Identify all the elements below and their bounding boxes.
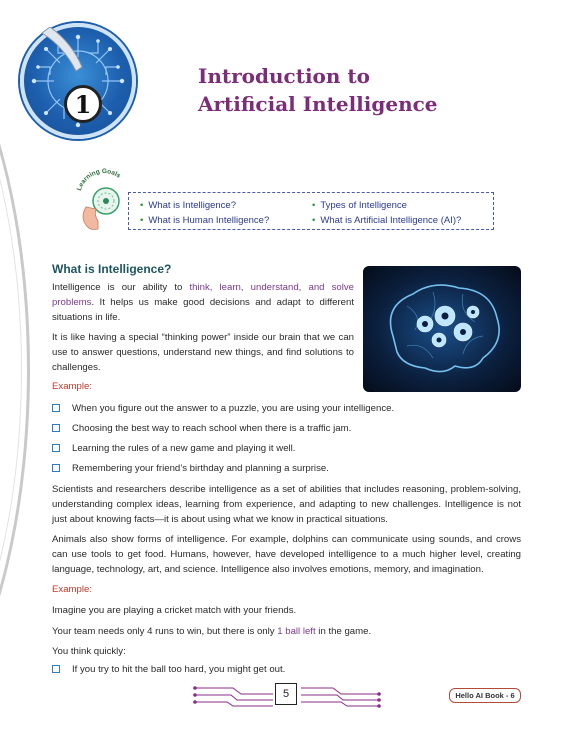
chapter-badge <box>20 23 136 139</box>
learning-goals-label: Learning Goals <box>76 167 122 192</box>
list-item-text: Learning the rules of a new game and playing it well. <box>72 443 296 454</box>
list-item <box>52 443 295 454</box>
paragraph-6-text-end: in the game. <box>315 626 372 637</box>
page-number: 5 <box>275 683 297 705</box>
svg-text:Learning Goals <box>76 168 122 192</box>
page-edge-curve-inner <box>0 0 22 737</box>
example-label: Example: <box>52 584 92 595</box>
paragraph-1 <box>52 280 354 325</box>
learning-goal-item: • What is Human Intelligence? <box>140 213 269 228</box>
example-label: Example: <box>52 381 92 392</box>
chapter-number: 1 <box>64 85 102 123</box>
list-item-text: Remembering your friend’s birthday and planning a surprise. <box>72 463 329 474</box>
list-item-text: Choosing the best way to reach school when there is a traffic jam. <box>72 423 352 434</box>
checkbox-bullet-icon <box>52 665 60 673</box>
brain-gears-image <box>363 266 521 392</box>
section-heading: What is Intelligence? <box>52 262 172 276</box>
checkbox-bullet-icon <box>52 464 60 472</box>
highlight-text: think, learn, understand, and solve problems <box>52 282 355 308</box>
learning-goals-col1 <box>140 198 269 228</box>
list-item-text: When you figure out the answer to a puzzle, you are using your intelligence. <box>72 403 395 414</box>
learning-goal-item: • What is Intelligence? <box>140 198 269 213</box>
paragraph-7: You think quickly: <box>52 646 126 657</box>
learning-goals-col2 <box>312 198 461 228</box>
chapter-title <box>198 62 438 118</box>
list-item <box>52 403 394 414</box>
list-item-text: If you try to hit the ball too hard, you might get out. <box>72 664 286 675</box>
paragraph-1-text-end: . It helps us make good decisions and adapt to different situations in life. <box>52 297 354 323</box>
paragraph-6-text: Your team needs only 4 runs to win, but there is only <box>52 626 278 637</box>
paragraph-1-text: Intelligence is our ability to <box>52 282 190 293</box>
book-tag: Hello AI Book - 6 <box>449 688 521 703</box>
paragraph-5: Imagine you are playing a cricket match with your friends. <box>52 605 297 616</box>
checkbox-bullet-icon <box>52 424 60 432</box>
learning-goals-head-icon <box>76 167 132 231</box>
paragraph-3: Scientists and researchers describe intelligence as a set of abilities that includes reasoning, problem-solving, understanding complex ideas, learning from experience, and adapting to new challenges. Intelligence is not just about knowing facts—it is about using what we know in practical situations. <box>52 484 521 525</box>
list-item <box>52 423 351 434</box>
chapter-title-line1: Introduction to <box>198 64 370 88</box>
learning-goal-item: • What is Artificial Intelligence (AI)? <box>312 213 461 228</box>
highlight-text: 1 ball left <box>277 626 316 637</box>
checkbox-bullet-icon <box>52 404 60 412</box>
list-item <box>52 664 285 675</box>
checkbox-bullet-icon <box>52 444 60 452</box>
paragraph-6 <box>52 624 521 639</box>
learning-goal-item: • Types of Intelligence <box>312 198 461 213</box>
chapter-title-line2: Artificial Intelligence <box>198 92 438 116</box>
list-item <box>52 463 329 474</box>
paragraph-4: Animals also show forms of intelligence. For example, dolphins can communicate using sounds, and crows can use tools to get food. Humans, however, have developed intelligence to a much higher level, creating language, technology, art, and science. Intelligence also involves emotions, memory, and imagination. <box>52 534 521 575</box>
paragraph-2: It is like having a special “thinking power” inside our brain that we can use to answer questions, understand new things, and find solutions to challenges. <box>52 332 354 373</box>
